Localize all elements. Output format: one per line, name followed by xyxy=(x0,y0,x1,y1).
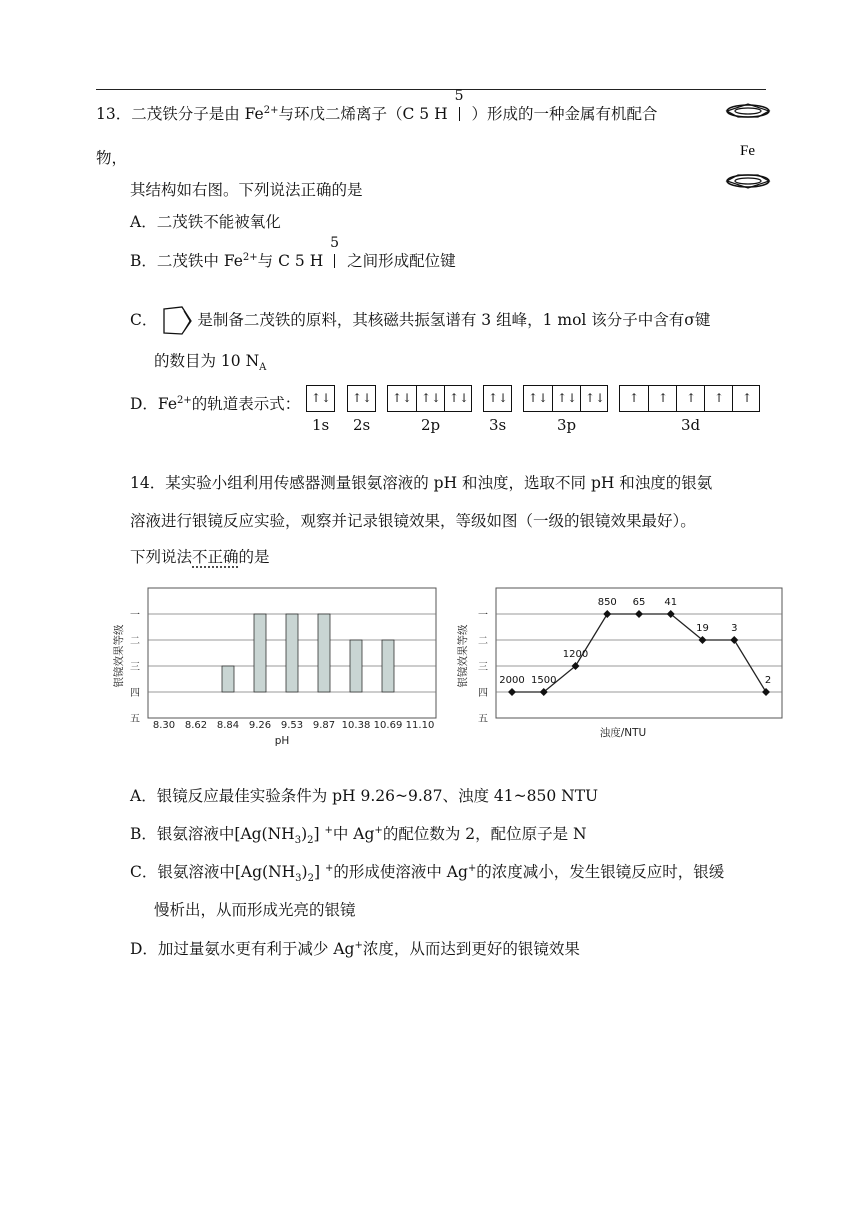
q13-stem-line3: 其结构如右图。下列说法正确的是 xyxy=(130,181,363,199)
x-tick-label: 9.87 xyxy=(312,720,336,731)
data-point xyxy=(635,610,643,618)
q14-stem-line3: 下列说法不正确的是 xyxy=(130,548,270,566)
orbital-cell: ↑↓ xyxy=(391,391,413,405)
y-tick-label: 三 xyxy=(130,662,140,673)
bar xyxy=(222,666,234,692)
x-tick-label: 10.38 xyxy=(341,720,371,731)
q14-option-c: C．银氨溶液中$[Ag(NH_3)_2]$ +的形成使溶液中 Ag+的浓度减小，发生银镜反应时，银缓 xyxy=(130,862,725,885)
ph-bar-chart xyxy=(110,586,440,756)
q13-stem-line2: 物， xyxy=(96,149,128,167)
orbital-box-3p xyxy=(523,385,608,412)
data-label: 850 xyxy=(597,597,617,608)
x-tick-label: 10.69 xyxy=(373,720,403,731)
orbital-cell: ↑ xyxy=(628,391,640,405)
q13-option-c: C． 是制备二茂铁的原料，其核磁共振氢谱有 3 组峰，1 mol 该分子中含有σ键 xyxy=(130,305,710,337)
data-point xyxy=(508,688,516,696)
orbital-cell: ↑↓ xyxy=(310,391,332,405)
cyclopentadienyl-ring-top-icon xyxy=(727,104,769,117)
orbital-box-1s xyxy=(306,385,335,412)
bar xyxy=(382,640,394,692)
y-tick-label: 五 xyxy=(478,714,488,725)
x-axis-label: 浊度/NTU xyxy=(599,727,647,739)
data-label: 1500 xyxy=(531,675,557,686)
y-tick-label: 二 xyxy=(478,636,488,647)
y-tick-label: 五 xyxy=(130,714,140,725)
q13-option-d: D．$Fe^{2+}$的轨道表示式： xyxy=(130,394,301,413)
y-tick-label: 四 xyxy=(130,688,140,699)
orbital-cell: ↑ xyxy=(732,386,761,411)
orbital-label-3p: 3p xyxy=(557,416,577,434)
q14-stem-line2: 溶液进行银镜反应实验，观察并记录银镜效果，等级如图（一级的银镜效果最好）。 xyxy=(130,512,696,530)
x-tick-label: 8.30 xyxy=(152,720,176,731)
orbital-label-2p: 2p xyxy=(421,416,441,434)
bar xyxy=(318,614,330,692)
y-tick-label: 一 xyxy=(130,610,140,621)
ferrocene-structure xyxy=(722,97,774,195)
data-label: 2 xyxy=(764,675,772,686)
q13-option-a: A．二茂铁不能被氧化 xyxy=(130,213,281,231)
orbital-label-3d: 3d xyxy=(681,416,701,434)
cyclopentadienyl-ring-bottom-icon xyxy=(727,175,769,188)
q14-option-d: D．加过量氨水更有利于减少 Ag+浓度，从而达到更好的银镜效果 xyxy=(130,939,580,958)
data-label: 41 xyxy=(664,597,678,608)
q13-option-b: B．二茂铁中 $Fe^{2+}$与 C 5 H 5 之间形成配位键 xyxy=(130,235,456,270)
orbital-cell: ↑↓ xyxy=(487,391,509,405)
bar xyxy=(286,614,298,692)
orbital-cell: ↑↓ xyxy=(444,386,473,411)
fraction-mark: 5 xyxy=(328,257,342,267)
bar xyxy=(350,640,362,692)
y-tick-label: 三 xyxy=(478,662,488,673)
q14-option-a: A．银镜反应最佳实验条件为 pH 9.26~9.87、浊度 41~850 NTU xyxy=(130,787,599,805)
data-point xyxy=(762,688,770,696)
orbital-cell: ↑↓ xyxy=(527,391,549,405)
data-label: 1200 xyxy=(562,649,589,660)
y-axis-label: 银镜效果等级 xyxy=(457,624,469,688)
orbital-label-1s: 1s xyxy=(312,416,330,434)
orbital-box-3s xyxy=(483,385,512,412)
orbital-label-3s: 3s xyxy=(489,416,507,434)
y-tick-label: 四 xyxy=(478,688,488,699)
x-axis-label: pH xyxy=(274,735,290,747)
x-tick-label: 8.62 xyxy=(184,720,208,731)
data-point xyxy=(603,610,611,618)
data-label: 19 xyxy=(696,623,709,634)
x-tick-label: 8.84 xyxy=(216,720,240,731)
orbital-cell: ↑↓ xyxy=(552,386,581,411)
y-tick-label: 二 xyxy=(130,636,140,647)
data-point xyxy=(730,636,738,644)
bar xyxy=(254,614,266,692)
q13-stem-line1: 13．二茂铁分子是由 $Fe^{2+}$与环戊二烯离子（C 5 H 5 ）形成的一种金属有机配合 xyxy=(96,88,658,123)
header-rule xyxy=(96,89,766,90)
orbital-box-3d xyxy=(619,385,760,412)
turbidity-line-chart xyxy=(452,586,786,756)
q14-option-c-cont: 慢析出，从而形成光亮的银镜 xyxy=(154,901,356,919)
q13-option-c-cont: 的数目为 10 $N_A$ xyxy=(154,352,267,374)
orbital-cell: ↑ xyxy=(648,386,677,411)
q14-stem-line1: 14．某实验小组利用传感器测量银氨溶液的 pH 和浊度，选取不同 pH 和浊度的银氨 xyxy=(130,474,713,492)
orbital-box-2p xyxy=(387,385,472,412)
emphasis-not-correct: 不正确 xyxy=(192,548,239,566)
ferrocene-fe-label: Fe xyxy=(740,143,755,159)
orbital-cell: ↑↓ xyxy=(416,386,445,411)
x-tick-label: 9.53 xyxy=(280,720,304,731)
orbital-label-2s: 2s xyxy=(353,416,371,434)
data-label: 65 xyxy=(632,597,646,608)
orbital-cell: ↑↓ xyxy=(580,386,609,411)
cyclopentadiene-icon xyxy=(160,305,194,337)
data-label: 3 xyxy=(731,623,738,634)
y-axis-label: 银镜效果等级 xyxy=(113,624,125,688)
x-tick-label: 9.26 xyxy=(248,720,272,731)
orbital-box-2s xyxy=(347,385,376,412)
orbital-cell: ↑ xyxy=(704,386,733,411)
orbital-cell: ↑ xyxy=(676,386,705,411)
x-tick-label: 11.10 xyxy=(405,720,435,731)
data-label: 2000 xyxy=(499,675,525,686)
fraction-mark: 5 xyxy=(453,110,467,120)
orbital-cell: ↑↓ xyxy=(351,391,373,405)
y-tick-label: 一 xyxy=(478,610,488,621)
q14-option-b: B．银氨溶液中$[Ag(NH_3)_2]$ +中 Ag+的配位数为 2，配位原子是 N xyxy=(130,824,587,847)
